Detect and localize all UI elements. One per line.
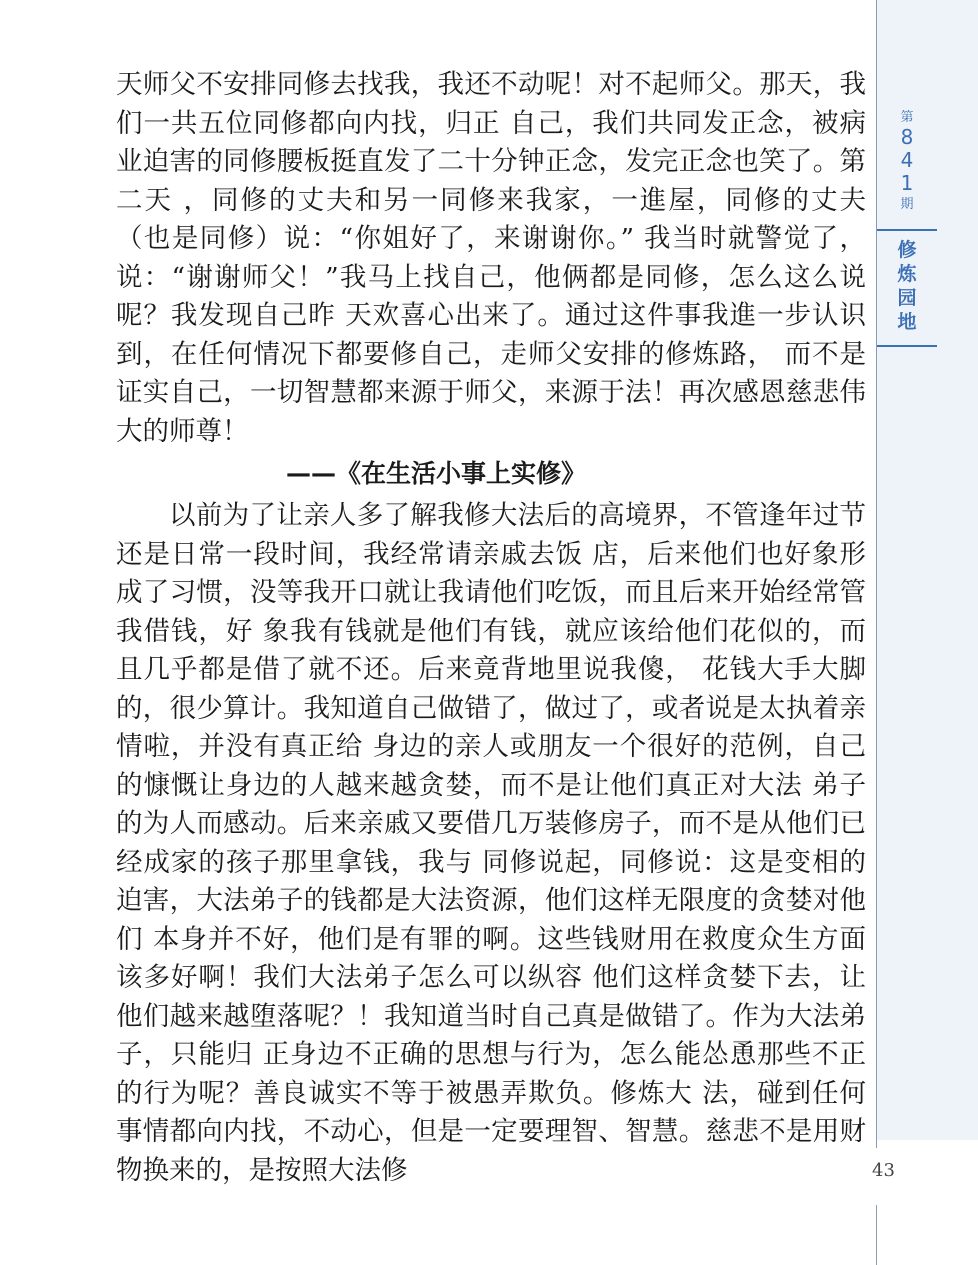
- issue-digit: 4: [900, 148, 914, 172]
- article-body: [116, 66, 866, 1190]
- section-char: 园: [897, 287, 917, 309]
- sidebar-rule-bottom: [876, 1205, 877, 1265]
- issue-number-label: [877, 108, 937, 228]
- page-number: 43: [872, 1160, 895, 1181]
- section-label: [877, 238, 937, 342]
- issue-prefix: 第: [900, 110, 914, 125]
- paragraph: 天师父不安排同修去找我，我还不动呢！对不起师父。那天，我们一共五位同修都向内找，归正 自己，我们共同发正念，被病业迫害的同修腰板挺直发了二十分钟正念，发完正念也笑了。第二天 ，同修的丈夫和另一同修来我家，一進屋，同修的丈夫（也是同修）说：“你姐好了，来谢谢你。” 我当时就警觉了，说：“谢谢师父！”我马上找自己，他俩都是同修，怎么这么说呢？我发现自己昨 天欢喜心出来了。通过这件事我進一步认识到，在任何情况下都要修自己，走师父安排的修炼路， 而不是证实自己，一切智慧都来源于师父，来源于法！再次感恩慈悲伟大的师尊！: [116, 69, 866, 447]
- issue-suffix: 期: [900, 197, 914, 212]
- issue-digit: 8: [900, 125, 914, 149]
- section-char: 炼: [897, 263, 917, 285]
- paragraph: 以前为了让亲人多了解我修大法后的高境界，不管逢年过节还是日常一段时间，我经常请亲戚去饭 店，后来他们也好象形成了习惯，没等我开口就让我请他们吃饭，而且后来开始经常管我借钱，好 象我有钱就是他们有钱，就应该给他们花似的，而且几乎都是借了就不还。后来竟背地里说我傻， 花钱大手大脚的，很少算计。我知道自己做错了，做过了，或者说是太执着亲情啦，并没有真正给 身边的亲人或朋友一个很好的范例，自己的慷慨让身边的人越来越贪婪，而不是让他们真正对大法 弟子的为人而感动。后来亲戚又要借几万装修房子，而不是从他们已经成家的孩子那里拿钱，我与 同修说起，同修说：这是变相的迫害，大法弟子的钱都是大法资源，他们这样无限度的贪婪对他们 本身并不好，他们是有罪的啊。这些钱财用在救度众生方面该多好啊！我们大法弟子怎么可以纵容 他们这样贪婪下去，让他们越来越堕落呢？！我知道当时自己真是做错了。作为大法弟子，只能归 正身边不正确的思想与行为，怎么能怂恿那些不正的行为呢？善良诚实不等于被愚弄欺负。修炼大 法，碰到任何事情都向内找，不动心，但是一定要理智、智慧。慈悲不是用财物换来的，是按照大法修: [116, 500, 866, 1186]
- sidebar-divider: [877, 345, 937, 347]
- article-subtitle: ——《在生活小事上实修》: [286, 459, 587, 488]
- sidebar-divider: [877, 229, 937, 231]
- section-char: 地: [897, 311, 917, 333]
- section-char: 修: [897, 239, 917, 261]
- issue-digit: 1: [900, 171, 914, 195]
